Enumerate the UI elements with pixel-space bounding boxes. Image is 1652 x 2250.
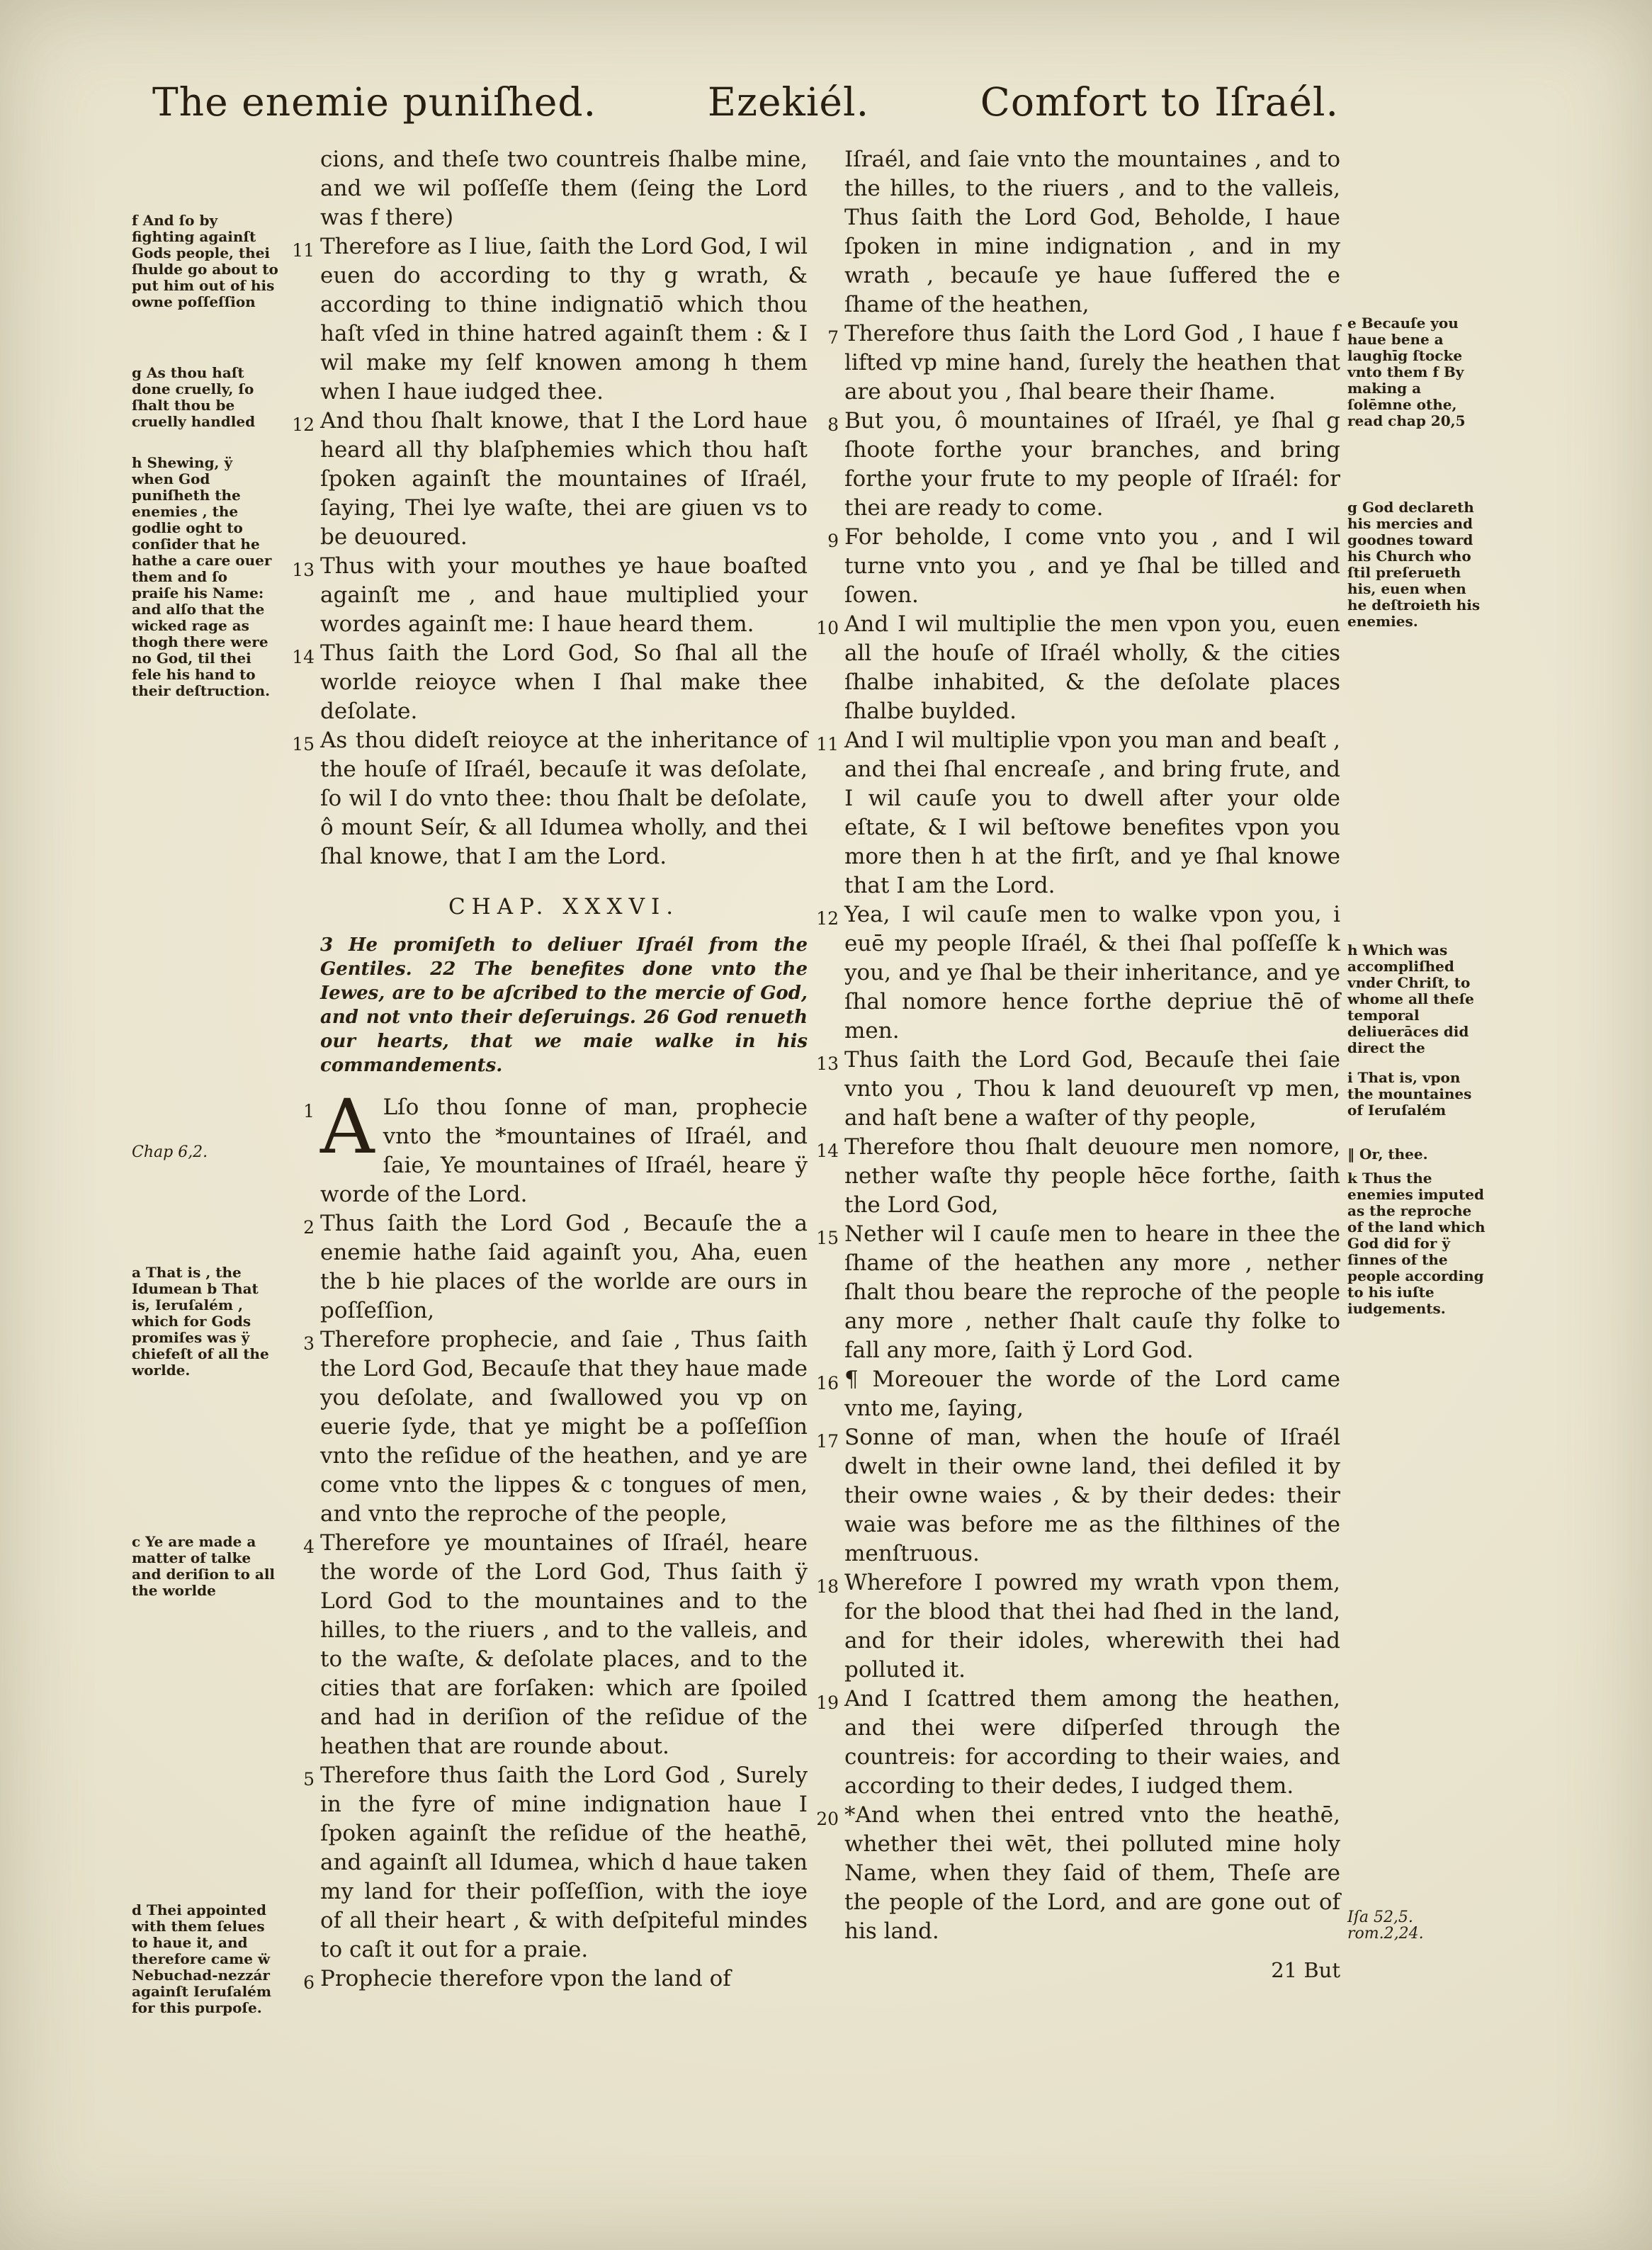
margin-note: c Ye are made a matter of talke and deriſion to all the worlde: [132, 1533, 276, 1599]
verse-number: 19: [816, 1692, 839, 1713]
verse: [816, 1046, 1340, 1133]
verse: [816, 1568, 1340, 1685]
margin-note: g As thou haſt done cruelly, ſo ſhalt thou be cruelly handled: [132, 364, 256, 430]
verse-text: But you, ô mountaines of Iſraél, ye ſhal g ſhoote forthe your branches, and bring forthe your frute to my people of Iſraél: for thei are ready to come.: [844, 408, 1340, 521]
verse-number: 9: [827, 531, 839, 551]
margin-note: i That is, vpon the mountaines of Ieruſalém: [1347, 1069, 1472, 1119]
verse-text: Iſraél, and ſaie vnto the mountaines , and to the hilles, to the riuers , and to the valleis, Thus ſaith the Lord God, Beholde, I haue ſpoken in mine indignation , and in my wrath , becauſe ye haue ſuffered the e ſhame of the heathen,: [844, 147, 1340, 317]
left-text-column: [292, 145, 808, 1994]
verse-number: 1: [303, 1101, 315, 1121]
verse-text: *And when thei entred vnto the heathē, whether thei wēt, thei polluted mine holy Name, when they ſaid of them, Theſe are the people of the Lord, and are gone out of his land.: [844, 1802, 1340, 1944]
verse-number: 15: [816, 1228, 839, 1248]
margin-note: h Which was accompliſhed vnder Chriſt, to whome all theſe temporal deliuerāces did direct the: [1347, 942, 1474, 1056]
verse-text: Thus ſaith the Lord God , Becauſe the a enemie hathe ſaid againſt you, Aha, euen the b hie places of the worlde are ours in poſſeſſion,: [320, 1211, 808, 1323]
verse-text: Lſo thou ſonne of man, prophecie vnto the *mountaines of Iſraél, and ſaie, Ye mountaines of Iſraél, heare ÿ worde of the Lord.: [320, 1095, 808, 1207]
verse-number: 4: [303, 1537, 315, 1557]
verse-number: 13: [292, 560, 315, 580]
verse-number: 20: [816, 1809, 839, 1829]
verse-number: 12: [292, 414, 315, 435]
verse-number: 18: [816, 1576, 839, 1597]
running-header: [152, 79, 1339, 125]
verse: [827, 523, 1340, 610]
verse-number: 17: [816, 1431, 839, 1452]
verse-number: 12: [816, 908, 839, 929]
verse: [827, 320, 1340, 407]
verse: [303, 1529, 808, 1761]
margin-note: a That is , the Idumean b That is, Ieruſalém , which for Gods promiſes was ÿ chiefeſt of all the worlde.: [132, 1264, 269, 1379]
verse-text: For beholde, I come vnto you , and I wil turne vnto you , and ye ſhal be tilled and ſowen.: [844, 524, 1340, 608]
left-margin-notes: [132, 0, 279, 2250]
verse-number: 11: [292, 240, 315, 261]
verse: [816, 1685, 1340, 1801]
verse-number: 2: [303, 1217, 315, 1238]
verse-continuation: [844, 145, 1340, 320]
verse: [292, 726, 808, 871]
running-header-book-title: Ezekiél.: [707, 79, 870, 125]
running-header-right: Comfort to Iſraél.: [980, 79, 1339, 125]
verse-text: Therefore ye mountaines of Iſraél, heare the worde of the Lord God, Thus ſaith ÿ Lord God to the mountaines and to the hilles, to the riuers , and to the valleis, and to the waſte, & deſolate places, and to the cities that are forſaken: which are ſpoiled and had in deriſion of the reſidue of the heathen that are rounde about.: [320, 1530, 808, 1759]
verse: [303, 1964, 808, 1994]
verse-text: And I ſcattred them among the heathen, and thei were diſperſed through the countreis: for according to their waies, and according to their dedes, I iudged them.: [844, 1686, 1340, 1799]
verse-number: 8: [827, 414, 839, 435]
catchword: 21 But: [1271, 1958, 1340, 1982]
running-header-left: The enemie puniſhed.: [152, 79, 597, 125]
verse-text: And thou ſhalt knowe, that I the Lord haue heard all thy blaſphemies which thou haſt ſpoken againſt the mountaines of Iſraél, ſaying, Thei lye waſte, thei are giuen vs to be deuoured.: [320, 408, 808, 550]
margin-note: f And ſo by fighting againſt Gods people, thei ſhulde go about to put him out of his owne poſſeſſion: [132, 212, 278, 310]
verse-number: 10: [816, 618, 839, 638]
margin-note-cross-reference: Chap 6,2.: [132, 1143, 208, 1161]
verse-text: And I wil multiplie vpon you man and beaſt , and thei ſhal encreaſe , and bring frute, and I wil cauſe you to dwell after your olde eſtate, & I wil beſtowe benefites vpon you more then h at the firſt, and ye ſhal knowe that I am the Lord.: [844, 728, 1340, 898]
verse-continuation: [320, 145, 808, 232]
verse-number: 15: [292, 734, 315, 754]
verse: [816, 1365, 1340, 1423]
verse: [292, 552, 808, 639]
verse-number: 13: [816, 1053, 839, 1074]
verse: [292, 639, 808, 726]
verse: [292, 407, 808, 552]
verse-number: 6: [303, 1972, 315, 1993]
verse-text: Thus with your mouthes ye haue boaſted againſt me , and haue multiplied your wordes againſt me: I haue heard them.: [320, 553, 808, 637]
verse-text: ¶ Moreouer the worde of the Lord came vnto me, ſaying,: [844, 1367, 1340, 1421]
verse-number: 3: [303, 1333, 315, 1354]
verse-text: Yea, I wil cauſe men to walke vpon you, i euē my people Iſraél, & thei ſhal poſſeſſe k you, and ye ſhal be their inheritance, and ye ſhal nomore hence forthe depriue thē of men.: [844, 902, 1340, 1044]
margin-note-cross-reference: Iſa 52,5. rom.2,24.: [1347, 1909, 1424, 1943]
margin-note: d Thei appointed with them ſelues to haue it, and therefore came ẅ Nebuchad-nezzár againſt Ieruſalém for this purpoſe.: [132, 1901, 272, 2016]
chapter-summary: 3 He promiſeth to deliuer Iſraél from the Gentiles. 22 The benefites done vnto the Iewes, are to be aſcribed to the mercie of God, and not vnto their deſeruings. 26 God renueth our hearts, that we maie walke in his commandements.: [320, 934, 808, 1076]
margin-note: k Thus the enemies imputed as the reproche of the land which God did for ÿ ſinnes of the people according to his iuſte iudgements.: [1347, 1170, 1486, 1317]
verse-number: 14: [816, 1141, 839, 1161]
margin-note: ‖ Or, thee.: [1347, 1146, 1428, 1163]
verse: [303, 1325, 808, 1529]
verse-number: 16: [816, 1373, 839, 1393]
right-text-column: [816, 145, 1340, 2006]
verse-text: Therefore as I liue, ſaith the Lord God, I wil euen do according to thy g wrath, & according to thine indignatiō which thou haſt vſed in thine hatred againſt them : & I wil make my ſelf knowen among h them when I haue iudged thee.: [320, 234, 808, 405]
verse-text: Nether wil I cauſe men to heare in thee the ſhame of the heathen any more , nether ſhalt thou beare the reproche of the people any more , nether ſhalt cauſe thy folke to fall any more, ſaith ÿ Lord God.: [844, 1221, 1340, 1363]
verse-number: 7: [827, 327, 839, 348]
verse-text: Therefore thou ſhalt deuoure men nomore, nether waſte thy people hēce forthe, ſaith the Lord God,: [844, 1134, 1340, 1218]
verse-text: Therefore prophecie, and ſaie , Thus ſaith the Lord God, Becauſe that they haue made you deſolate, and ſwallowed you vp on euerie ſyde, that ye might be a poſſeſſion vnto the reſidue of the heathen, and ye are come vnto the lippes & c tongues of men, and vnto the reproche of the people,: [320, 1327, 808, 1527]
chapter-heading: CHAP. XXXVI.: [448, 894, 680, 920]
verse: [816, 1220, 1340, 1365]
verse-text: And I wil multiplie the men vpon you, euen all the houſe of Iſraél wholly, & the cities ſhalbe inhabited, & the deſolate places ſhalbe buylded.: [844, 611, 1340, 724]
margin-note: g God declareth his mercies and goodnes toward his Church who ſtil preſerueth his, euen when he deſtroieth his enemies.: [1347, 499, 1481, 630]
verse-text: Prophecie therefore vpon the land of: [320, 1966, 731, 1991]
margin-note: h Shewing, ÿ when God puniſheth the enemies , the godlie oght to conſider that he hathe a care ouer them and ſo praiſe his Name: and alſo that the wicked rage as thogh there were no God, til thei fele his hand to their deſtruction.: [132, 454, 272, 699]
verse: [303, 1761, 808, 1964]
verse: [816, 1133, 1340, 1220]
verse-number: 14: [292, 647, 315, 667]
verse: [303, 1083, 808, 1209]
verse: [816, 726, 1340, 900]
verse-text: Therefore thus ſaith the Lord God , I haue f lifted vp mine hand, ſurely the heathen that are about you , ſhal beare their ſhame.: [844, 321, 1340, 405]
verse: [816, 1423, 1340, 1568]
verse-text: cions, and theſe two countreis ſhalbe mine, and we wil poſſeſſe them (ſeing the Lord was f there): [320, 147, 808, 230]
verse-text: Wherefore I powred my wrath vpon them, for the blood that thei had ſhed in the land, and for their idoles, wherewith thei had polluted it.: [844, 1570, 1340, 1683]
verse-number: 5: [303, 1769, 315, 1790]
verse: [816, 610, 1340, 726]
verse: [303, 1209, 808, 1325]
verse-text: Thus ſaith the Lord God, Becauſe thei ſaie vnto you , Thou k land deuoureſt vp men, and haſt bene a waſter of thy people,: [844, 1047, 1340, 1131]
drop-cap: A: [320, 1083, 375, 1170]
verse: [292, 232, 808, 407]
margin-note: e Becauſe you haue bene a laughīg ſtocke vnto them f By making a ſolēmne othe, read chap 20,5: [1347, 315, 1466, 429]
verse: [816, 900, 1340, 1046]
verse-number: 11: [816, 734, 839, 754]
right-margin-notes: [1347, 0, 1489, 2250]
verse: [827, 407, 1340, 523]
verse: [816, 1801, 1340, 1946]
verse-text: As thou dideſt reioyce at the inheritance of the houſe of Iſraél, becauſe it was deſolate, ſo wil I do vnto thee: thou ſhalt be deſolate, ô mount Seír, & all Idumea wholly, and thei ſhal knowe, that I am the Lord.: [320, 728, 808, 869]
verse-text: Sonne of man, when the houſe of Iſraél dwelt in their owne land, thei defiled it by their owne waies , & by their dedes: their waie was before me as the filthines of the menſtruous.: [844, 1425, 1340, 1566]
verse-text: Therefore thus ſaith the Lord God , Surely in the fyre of mine indignation haue I ſpoken againſt the reſidue of the heathē, and againſt all Idumea, which d haue taken my land for their poſſeſſion, with the ioye of all their heart , & with deſpiteful mindes to caſt it out for a praie.: [320, 1763, 808, 1962]
verse-text: Thus ſaith the Lord God, So ſhal all the worlde reioyce when I ſhal make thee deſolate.: [320, 640, 808, 724]
